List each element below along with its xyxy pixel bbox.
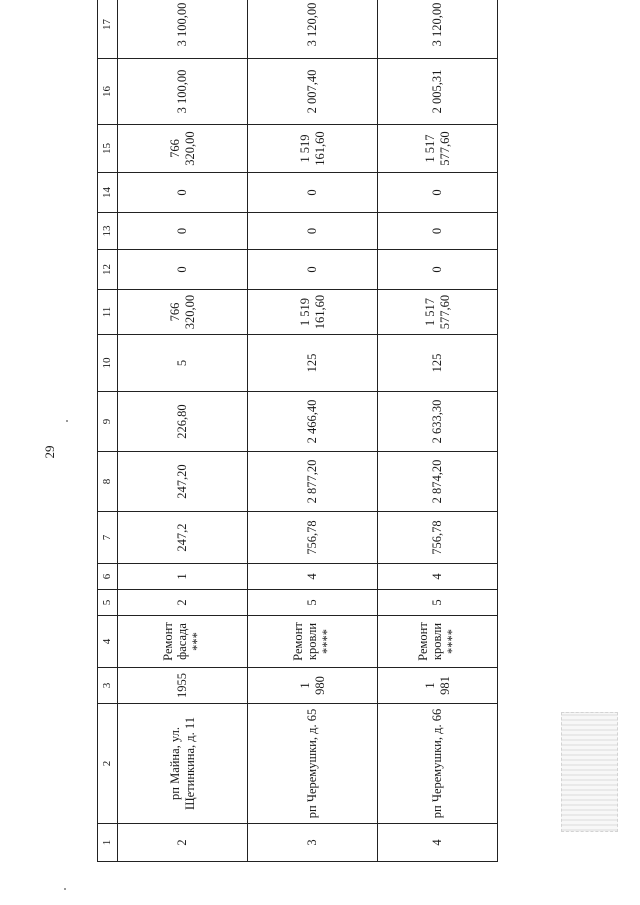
- row-number: 3: [248, 824, 378, 862]
- data-cell: 1 517 577,60: [378, 125, 498, 173]
- data-cell: 1 519 161,60: [248, 125, 378, 173]
- work-type-cell: Ремонт кровли ****: [248, 616, 378, 668]
- page-number: 29: [42, 445, 57, 459]
- data-cell: 2 633,30: [378, 392, 498, 452]
- data-cell: 2: [118, 590, 248, 616]
- data-cell: 3 100,00: [118, 59, 248, 125]
- year-cell: 1955: [118, 668, 248, 704]
- data-cell: 3 120,00: [248, 0, 378, 59]
- column-number: 6: [98, 564, 118, 590]
- scan-speck: [66, 420, 68, 422]
- column-number: 8: [98, 452, 118, 512]
- year-cell: 1 981: [378, 668, 498, 704]
- data-cell: 125: [248, 335, 378, 392]
- column-number: 4: [98, 616, 118, 668]
- address-cell: рп Черемушки, д. 66: [378, 704, 498, 824]
- data-cell: 1 519 161,60: [248, 290, 378, 335]
- data-cell: 2 007,40: [248, 59, 378, 125]
- year-cell: 1 980: [248, 668, 378, 704]
- data-cell: 5: [248, 590, 378, 616]
- data-cell: 125: [378, 335, 498, 392]
- scan-speck: [64, 888, 66, 890]
- data-cell: 0: [248, 213, 378, 250]
- data-cell: 226,80: [118, 392, 248, 452]
- data-cell: 2 005,31: [378, 59, 498, 125]
- column-number: 10: [98, 335, 118, 392]
- column-number: 17: [98, 0, 118, 59]
- column-number: 9: [98, 392, 118, 452]
- data-cell: 0: [378, 250, 498, 290]
- data-cell: 4: [248, 564, 378, 590]
- column-number: 15: [98, 125, 118, 173]
- column-number: 2: [98, 704, 118, 824]
- data-cell: 2 877,20: [248, 452, 378, 512]
- address-cell: рп Черемушки, д. 65: [248, 704, 378, 824]
- data-cell: 0: [118, 173, 248, 213]
- column-number: 1: [98, 824, 118, 862]
- column-number: 11: [98, 290, 118, 335]
- register-table: [97, 0, 498, 862]
- data-cell: 766 320,00: [118, 290, 248, 335]
- data-cell: 756,78: [378, 512, 498, 564]
- data-cell: 1: [118, 564, 248, 590]
- data-cell: 4: [378, 564, 498, 590]
- column-number: 3: [98, 668, 118, 704]
- work-type-cell: Ремонт фасада ***: [118, 616, 248, 668]
- data-cell: 3 100,00: [118, 0, 248, 59]
- address-cell: рп Майна, ул. Щетинкина, д. 11: [118, 704, 248, 824]
- data-cell: 247,2: [118, 512, 248, 564]
- row-number: 4: [378, 824, 498, 862]
- data-cell: 0: [118, 250, 248, 290]
- register-table-container: [97, 2, 497, 862]
- column-number: 12: [98, 250, 118, 290]
- column-number: 5: [98, 590, 118, 616]
- table-row: [118, 0, 248, 862]
- data-cell: 0: [248, 250, 378, 290]
- column-number: 7: [98, 512, 118, 564]
- column-number-row: [98, 0, 118, 862]
- column-number: 14: [98, 173, 118, 213]
- data-cell: 0: [118, 213, 248, 250]
- data-cell: 0: [378, 213, 498, 250]
- data-cell: 1 517 577,60: [378, 290, 498, 335]
- data-cell: 2 874,20: [378, 452, 498, 512]
- column-number: 13: [98, 213, 118, 250]
- data-cell: 2 466,40: [248, 392, 378, 452]
- stamp-mark: [561, 712, 618, 832]
- data-cell: 0: [378, 173, 498, 213]
- row-number: 2: [118, 824, 248, 862]
- work-type-cell: Ремонт кровли ****: [378, 616, 498, 668]
- data-cell: 5: [118, 335, 248, 392]
- data-cell: 5: [378, 590, 498, 616]
- data-cell: 3 120,00: [378, 0, 498, 59]
- table-row: [378, 0, 498, 862]
- data-cell: 0: [248, 173, 378, 213]
- data-cell: 247,20: [118, 452, 248, 512]
- data-cell: 756,78: [248, 512, 378, 564]
- table-row: [248, 0, 378, 862]
- data-cell: 766 320,00: [118, 125, 248, 173]
- column-number: 16: [98, 59, 118, 125]
